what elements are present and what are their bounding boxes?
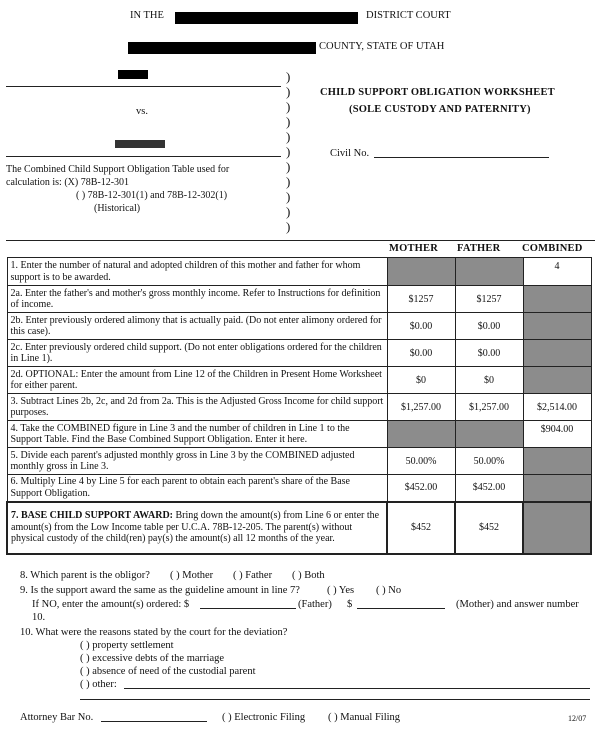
mother-cell[interactable]: 50.00% [387, 448, 455, 475]
paren: ) [286, 99, 291, 114]
form-date: 12/07 [568, 714, 587, 723]
paren: ) [286, 84, 291, 99]
table-row [7, 340, 591, 367]
petitioner-line [6, 86, 281, 87]
row-text: 5. Divide each parent's adjusted monthly gross in Line 3 by the COMBINED adjusted monthly gross in Line 3. [7, 448, 387, 475]
paren: ) [286, 219, 291, 234]
mother-cell[interactable]: $1257 [387, 286, 455, 313]
q8-both-option[interactable]: ( ) Both [292, 570, 325, 581]
row-text: 2b. Enter previously ordered alimony that is actually paid. (Do not enter alimony ordered for this case). [7, 313, 387, 340]
county-state-label: COUNTY, STATE OF UTAH [319, 41, 445, 52]
base-award-label: 7. BASE CHILD SUPPORT AWARD: [11, 510, 173, 522]
col-father: FATHER [457, 243, 501, 254]
table-row [7, 286, 591, 313]
paren: ) [286, 159, 291, 174]
q8-father-option[interactable]: ( ) Father [233, 570, 273, 581]
respondent-line [6, 156, 281, 157]
row-text: 4. Take the COMBINED figure in Line 3 and the number of children in Line 1 to the Support Table. Find the Base Combined Support Obligation. Enter it here. [7, 421, 387, 448]
mother-cell [387, 421, 455, 448]
q8-mother-option[interactable]: ( ) Mother [170, 570, 214, 581]
combined-cell [523, 340, 591, 367]
q9-father-label: (Father) [298, 599, 332, 610]
combined-cell[interactable]: $2,514.00 [523, 394, 591, 421]
worksheet-subtitle: (SOLE CUSTODY AND PATERNITY) [349, 104, 531, 115]
mother-cell[interactable]: $0.00 [387, 313, 455, 340]
worksheet-title: CHILD SUPPORT OBLIGATION WORKSHEET [320, 87, 555, 98]
mother-cell[interactable]: $452.00 [387, 475, 455, 502]
reason-property-settlement[interactable]: ( ) property settlement [80, 640, 174, 651]
table-row [7, 367, 591, 394]
worksheet-table [6, 257, 592, 555]
father-cell [455, 258, 523, 286]
combined-cell[interactable]: 4 [523, 258, 591, 286]
combined-cell [523, 448, 591, 475]
table-note: The Combined Child Support Obligation Table used for calculation is: (X) 78B-12-301 ( ) 78B-12-301(1) and 78B-12-302(1) (Historical) [6, 164, 230, 214]
mother-cell[interactable]: $0.00 [387, 340, 455, 367]
table-row [7, 394, 591, 421]
row-text: 1. Enter the number of natural and adopted children of this mother and father for whom support is to be awarded. [7, 258, 387, 286]
q9-dollar-sign: $ [347, 599, 353, 610]
redacted-respondent [115, 140, 165, 148]
q10-label: 10. What were the reasons stated by the court for the deviation? [20, 627, 288, 638]
reason-absence-of-need[interactable]: ( ) absence of need of the custodial parent [80, 666, 256, 677]
base-award-text: Bring down the amount(s) from Line 6 or enter the amount(s) from the Low Income table per U.C.A. 78B-12-205. The parent(s) without physical custody of the child(ren) pay(s) the amount(s) all 12 months of the year. [11, 510, 380, 545]
mother-cell[interactable]: $452 [387, 502, 455, 554]
reason-excessive-debts[interactable]: ( ) excessive debts of the marriage [80, 653, 225, 664]
combined-cell [523, 475, 591, 502]
row-text: 3. Subtract Lines 2b, 2c, and 2d from 2a. This is the Adjusted Gross Income for child support purposes. [7, 394, 387, 421]
q9-mother-amount-field[interactable] [357, 608, 445, 609]
mother-cell[interactable]: $0 [387, 367, 455, 394]
paren: ) [286, 189, 291, 204]
father-cell[interactable]: $452 [455, 502, 523, 554]
row-text: 2d. OPTIONAL: Enter the amount from Line 12 of the Children in Present Home Worksheet for either parent. [7, 367, 387, 394]
in-the-label: IN THE [130, 10, 164, 21]
attorney-bar-label: Attorney Bar No. [20, 712, 94, 723]
combined-cell [523, 367, 591, 394]
table-row [7, 475, 591, 502]
q9-mother-label: (Mother) and answer number [456, 599, 579, 610]
row-text: 2c. Enter previously ordered child support. (Do not enter obligations ordered for the children in Line 1). [7, 340, 387, 367]
row-text [7, 502, 387, 554]
q8-label: 8. Which parent is the obligor? [20, 570, 150, 581]
mother-cell [387, 258, 455, 286]
paren: ) [286, 114, 291, 129]
attorney-bar-field[interactable] [101, 721, 207, 722]
reason-other-field[interactable] [124, 688, 590, 689]
table-row [7, 448, 591, 475]
q9-ten-ref: 10. [32, 612, 46, 623]
electronic-filing-option[interactable]: ( ) Electronic Filing [222, 712, 306, 723]
paren: ) [286, 144, 291, 159]
combined-cell [523, 502, 591, 554]
q9-yes-option[interactable]: ( ) Yes [327, 585, 355, 596]
table-row [7, 421, 591, 448]
col-combined: COMBINED [522, 243, 583, 254]
civil-no-label: Civil No. [330, 148, 370, 159]
redacted-petitioner [118, 70, 148, 79]
reason-other[interactable]: ( ) other: [80, 679, 117, 690]
combined-cell [523, 313, 591, 340]
paren: ) [286, 69, 291, 84]
father-cell[interactable]: 50.00% [455, 448, 523, 475]
row-text: 6. Multiply Line 4 by Line 5 for each parent to obtain each parent's share of the Base Support Obligation. [7, 475, 387, 502]
redacted-district [175, 12, 358, 24]
mother-cell[interactable]: $1,257.00 [387, 394, 455, 421]
father-cell[interactable]: $0.00 [455, 340, 523, 367]
table-row [7, 313, 591, 340]
father-cell [455, 421, 523, 448]
paren: ) [286, 129, 291, 144]
reason-other-field-line2[interactable] [80, 699, 590, 700]
q9-father-amount-field[interactable] [200, 608, 296, 609]
row-text: 2a. Enter the father's and mother's gross monthly income. Refer to Instructions for definition of income. [7, 286, 387, 313]
civil-no-field[interactable] [374, 157, 549, 158]
paren: ) [286, 174, 291, 189]
father-cell[interactable]: $0.00 [455, 313, 523, 340]
redacted-county [128, 42, 316, 54]
father-cell[interactable]: $452.00 [455, 475, 523, 502]
q9-ifno-label: If NO, enter the amount(s) ordered: $ [32, 599, 190, 610]
paren: ) [286, 204, 291, 219]
q9-no-option[interactable]: ( ) No [376, 585, 402, 596]
col-mother: MOTHER [389, 243, 439, 254]
combined-cell[interactable]: $904.00 [523, 421, 591, 448]
combined-cell [523, 286, 591, 313]
caption-bottom-line [6, 240, 595, 241]
manual-filing-option[interactable]: ( ) Manual Filing [328, 712, 401, 723]
q9-label: 9. Is the support award the same as the guideline amount in line 7? [20, 585, 300, 596]
district-court-label: DISTRICT COURT [366, 10, 451, 21]
father-cell[interactable]: $1257 [455, 286, 523, 313]
father-cell[interactable]: $0 [455, 367, 523, 394]
father-cell[interactable]: $1,257.00 [455, 394, 523, 421]
table-row [7, 502, 591, 554]
vs-label: vs. [136, 106, 148, 117]
table-row [7, 258, 591, 286]
